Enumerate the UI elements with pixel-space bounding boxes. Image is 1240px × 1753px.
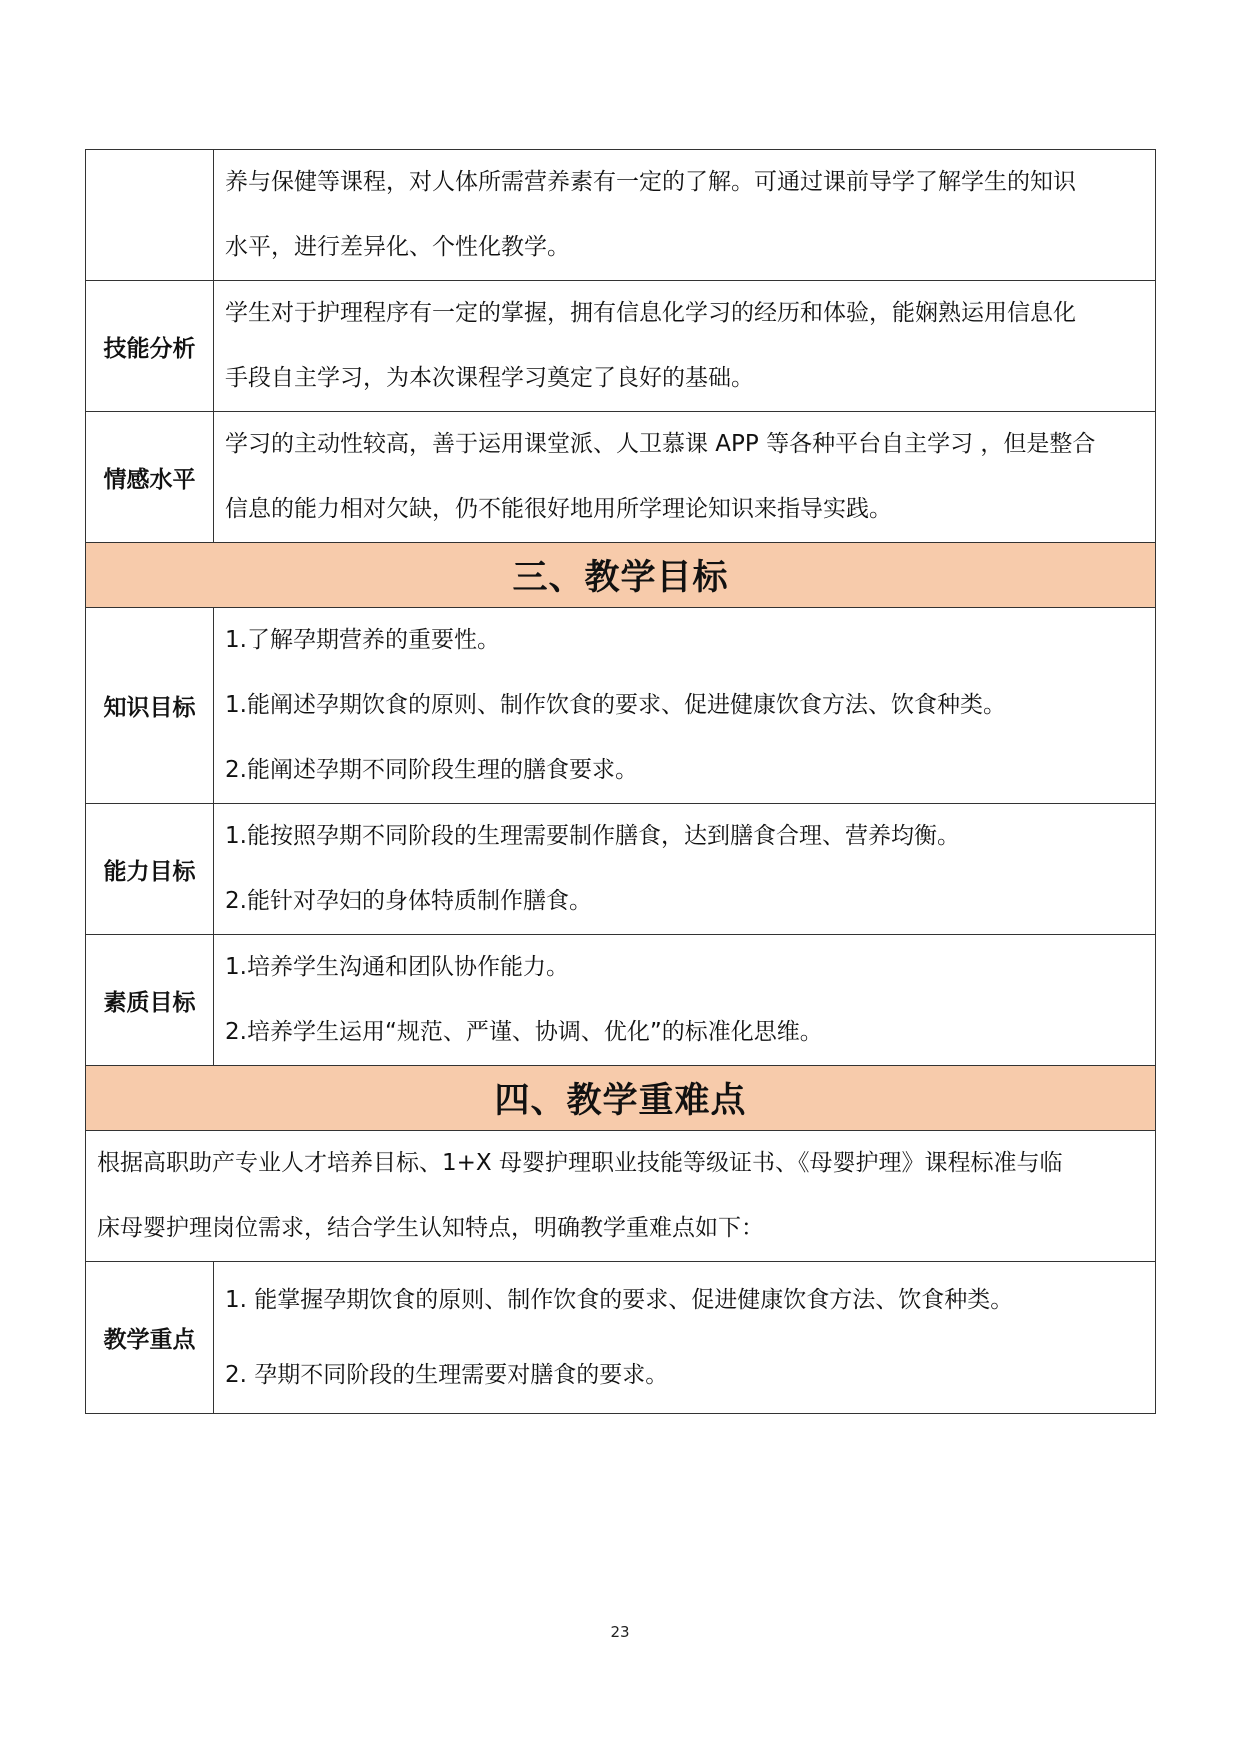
text-line: 信息的能力相对欠缺，仍不能很好地用所学理论知识来指导实践。 (225, 496, 892, 522)
text-line: 2. 孕期不同阶段的生理需要对膳食的要求。 (225, 1361, 669, 1388)
text-line: 1.能按照孕期不同阶段的生理需要制作膳食，达到膳食合理、营养均衡。 (225, 823, 960, 849)
section-title-objectives: 三、教学目标 (86, 543, 1156, 608)
text-line: 手段自主学习，为本次课程学习奠定了良好的基础。 (225, 365, 754, 391)
ability-goal-label: 能力目标 (86, 804, 214, 935)
teaching-focus-content (214, 1262, 1156, 1414)
table-row (86, 1131, 1156, 1262)
teaching-focus-label: 教学重点 (86, 1262, 214, 1414)
text-line: 1.能阐述孕期饮食的原则、制作饮食的要求、促进健康饮食方法、饮食种类。 (225, 692, 1006, 718)
table-row (86, 608, 1156, 804)
text-line: 学生对于护理程序有一定的掌握，拥有信息化学习的经历和体验，能娴熟运用信息化 (225, 300, 1076, 326)
quality-goal-content (214, 935, 1156, 1066)
text-line: 根据高职助产专业人才培养目标、1+X 母婴护理职业技能等级证书、《母婴护理》课程标准与临 (97, 1150, 1063, 1176)
empty-label-cell (86, 150, 214, 281)
key-points-intro (86, 1131, 1156, 1262)
text-line: 2.能阐述孕期不同阶段生理的膳食要求。 (225, 757, 638, 783)
text-line: 2.能针对孕妇的身体特质制作膳食。 (225, 888, 592, 914)
section-header-row (86, 543, 1156, 608)
quality-goal-label: 素质目标 (86, 935, 214, 1066)
text-line: 2.培养学生运用“规范、严谨、协调、优化”的标准化思维。 (225, 1019, 823, 1045)
table-row (86, 412, 1156, 543)
text-line: 1.了解孕期营养的重要性。 (225, 627, 500, 653)
section-title-key-points: 四、教学重难点 (86, 1066, 1156, 1131)
knowledge-goal-label: 知识目标 (86, 608, 214, 804)
table-row (86, 150, 1156, 281)
text-line: 水平，进行差异化、个性化教学。 (225, 234, 570, 260)
table-row (86, 935, 1156, 1066)
text-line: 养与保健等课程，对人体所需营养素有一定的了解。可通过课前导学了解学生的知识 (225, 169, 1076, 195)
page-number: 23 (610, 1623, 630, 1641)
text-line: 床母婴护理岗位需求，结合学生认知特点，明确教学重难点如下： (97, 1215, 764, 1241)
ability-goal-content (214, 804, 1156, 935)
emotion-level-content (214, 412, 1156, 543)
table-row (86, 804, 1156, 935)
text-line: 1.培养学生沟通和团队协作能力。 (225, 954, 569, 980)
lesson-plan-table (85, 149, 1156, 1414)
skill-analysis-content (214, 281, 1156, 412)
skill-analysis-label: 技能分析 (86, 281, 214, 412)
text-line: 1. 能掌握孕期饮食的原则、制作饮食的要求、促进健康饮食方法、饮食种类。 (225, 1286, 1014, 1313)
text-line: 学习的主动性较高，善于运用课堂派、人卫慕课 APP 等各种平台自主学习 ，但是整合 (225, 431, 1096, 457)
continuation-content (214, 150, 1156, 281)
table-row (86, 1262, 1156, 1414)
table-row (86, 281, 1156, 412)
emotion-level-label: 情感水平 (86, 412, 214, 543)
knowledge-goal-content (214, 608, 1156, 804)
section-header-row (86, 1066, 1156, 1131)
